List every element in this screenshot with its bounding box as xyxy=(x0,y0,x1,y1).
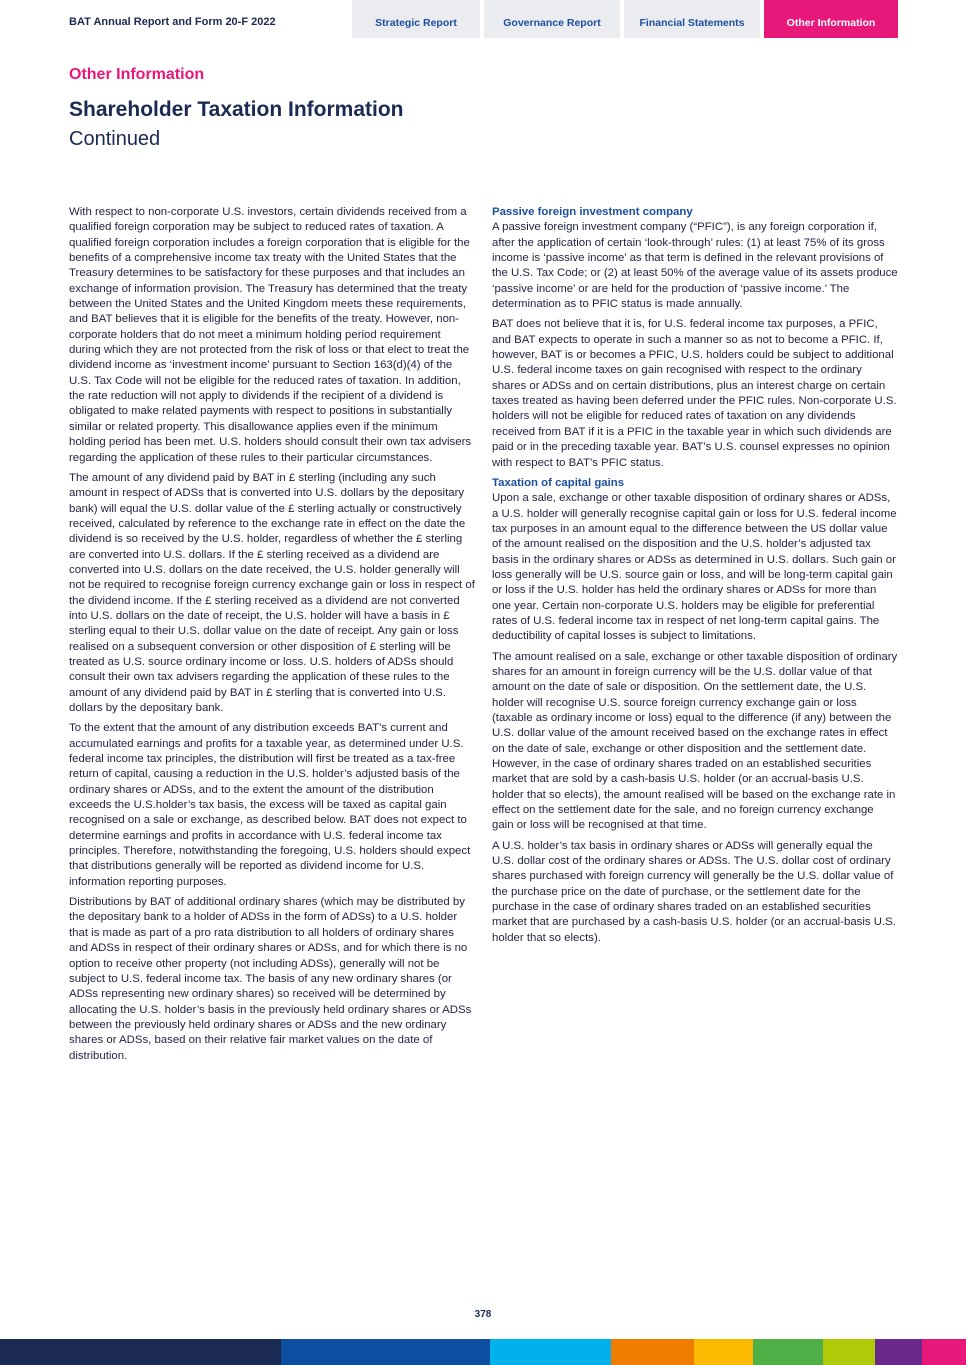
color-segment-yellow xyxy=(694,1339,753,1365)
paragraph-capital-gains: Upon a sale, exchange or other taxable disposition of ordinary shares or ADSs, a U.S. holder will generally recognise capital gain or loss for U.S. federal income tax purposes in an amount equal to the difference between the US dollar value of the amount realised on the disposition and the U.S. holder’s adjusted tax basis in the ordinary shares or ADSs as determined in U.S. dollars. Such gain or loss generally will be U.S. source gain or loss, and will be long-term capital gain or loss if the U.S. holder has held the ordinary shares or ADSs for more than one year. Certain non-corporate U.S. holders may be eligible for preferential rates of U.S. federal income tax in respect of net long-term capital gains. The deductibility of capital losses is subject to limitations. xyxy=(492,492,897,643)
paragraph-excess-distributions: To the extent that the amount of any distribution exceeds BAT’s current and accumulated earnings and profits for a taxable year, as determined under U.S. federal income tax principles, the distribution will first be treated as a tax-free return of capital, causing a reduction in the U.S. holder’s adjusted basis of the ordinary shares or ADSs, and to the extent the amount of the distribution exceeds the U.S.holder’s tax basis, the excess will be taxed as capital gain recognised on a sale or exchange, as described below. BAT does not expect to determine earnings and profits in accordance with U.S. federal income tax principles. Therefore, notwithstanding the foregoing, U.S. holders should expect that distributions generally will be reported as dividend income for U.S. information reporting purposes. xyxy=(69,722,471,888)
paragraph-qualified-dividends: With respect to non-corporate U.S. investors, certain dividends received from a qualified foreign corporation may be subject to reduced rates of taxation. A qualified foreign corporation includes a foreign corporation that is eligible for the benefits of a comprehensive income tax treaty with the United States that the Treasury determines to be satisfactory for these purposes and that includes an exchange of information provision. The Treasury has determined that the treaty between the United States and the United Kingdom meets these requirements, and BAT believes that it is eligible for the benefits of the treaty. However, non-corporate holders that do not meet a minimum holding period requirement during which they are not protected from the risk of loss or that elect to treat the dividend income as ‘investment income’ pursuant to Section 163(d)(4) of the U.S. Tax Code will not be eligible for the reduced rates of taxation. In addition, the rate reduction will not apply to dividends if the recipient of a dividend is obligated to make related payments with respect to positions in substantially similar or related property. This disallowance applies even if the minimum holding period has been met. U.S. holders should consult their own tax advisers regarding the application of these rules to their particular circumstances. xyxy=(69,206,472,464)
page-subtitle: Continued xyxy=(69,128,161,150)
page-title: Shareholder Taxation Information xyxy=(69,98,404,121)
color-segment-blue xyxy=(281,1339,490,1365)
left-column xyxy=(69,205,475,1069)
paragraph-pfic-definition: A passive foreign investment company (“PFIC”), is any foreign corporation if, after the application of certain ‘look-through’ rules: (1) at least 75% of its gross income is ‘passive income’ as that term is defined in the relevant provisions of the U.S. Tax Code; or (2) at least 50% of the average value of its assets produce ‘passive income’ or are held for the production of ‘passive income.’ The determination as to PFIC status is made annually. xyxy=(492,221,898,311)
report-title: BAT Annual Report and Form 20-F 2022 xyxy=(69,16,276,28)
tab-strategic-report[interactable]: Strategic Report xyxy=(352,0,480,38)
tab-governance-report[interactable]: Governance Report xyxy=(484,0,620,38)
paragraph-sterling-dividends: The amount of any dividend paid by BAT in £ sterling (including any such amount in respect of ADSs that is converted into U.S. dollars by the depositary bank) will equal the U.S. dollar value of the £ sterling actually or constructively received, calculated by reference to the exchange rate in effect on the date the dividend is so received by the U.S. holder, regardless of whether the £ sterling are converted into U.S. dollars. If the £ sterling received as a dividend are converted into U.S. dollars on the date received, the U.S. holder generally will not be required to recognise foreign currency exchange gain or loss in respect of the dividend income. If the £ sterling received as a dividend are not converted into U.S. dollars on the date of receipt, the U.S. holder will have a basis in £ sterling equal to their U.S. dollar value on the date of receipt. Any gain or loss realised on a subsequent conversion or other disposition of £ sterling will be treated as U.S. source ordinary income or loss. U.S. holders of ADSs should consult their own tax advisers regarding the application of these rules to the amount of any dividend paid by BAT in £ sterling that is converted into U.S. dollars by the depositary bank. xyxy=(69,471,475,714)
heading-pfic: Passive foreign investment company xyxy=(492,206,693,218)
color-segment-navy xyxy=(0,1339,281,1365)
color-segment-lime xyxy=(823,1339,875,1365)
footer-color-bar xyxy=(0,1339,966,1365)
color-segment-purple xyxy=(875,1339,922,1365)
section-tabs xyxy=(352,0,898,38)
color-segment-pink xyxy=(922,1339,966,1365)
paragraph-tax-basis: A U.S. holder’s tax basis in ordinary shares or ADSs will generally equal the U.S. dollar cost of the ordinary shares or ADSs. The U.S. dollar cost of ordinary shares purchased with foreign currency will generally be the U.S. dollar value of the purchase price on the date of purchase, or the settlement date for the purchase in the case of ordinary shares traded on an established securities market that are purchased by a cash-basis U.S. holder (or an accrual-basis U.S. holder that so elects). xyxy=(492,839,896,944)
paragraph-share-distributions: Distributions by BAT of additional ordinary shares (which may be distributed by the depositary bank to a holder of ADSs in the form of ADSs) to a U.S. holder that is made as part of a pro rata distribution to all holders of ordinary shares and ADSs in respect of their ordinary shares or ADSs, and for which there is no option to receive other property (not including ADSs), generally will not be subject to U.S. federal income tax. The basis of any new ordinary shares (or ADSs representing new ordinary shares) so received will be determined by allocating the U.S. holder’s basis in the previously held ordinary shares or ADSs between the previously held ordinary shares or ADSs and the new ordinary shares or ADSs, based on their relative fair market values on the date of distribution. xyxy=(69,896,472,1062)
right-column xyxy=(492,205,898,951)
tab-financial-statements[interactable]: Financial Statements xyxy=(624,0,760,38)
heading-capital-gains: Taxation of capital gains xyxy=(492,476,625,489)
page-number: 378 xyxy=(474,1309,492,1320)
color-segment-cyan xyxy=(490,1339,611,1365)
paragraph-amount-realised: The amount realised on a sale, exchange or other taxable disposition of ordinary shares for an amount in foreign currency will be the U.S. dollar value of that amount on the date of sale or disposition. On the settlement date, the U.S. holder will recognise U.S. source foreign currency exchange gain or loss (taxable as ordinary income or loss) equal to the difference (if any) between the U.S. dollar value of the amount received based on the exchange rates in effect on the date of sale, exchange or other disposition and the settlement date. However, in the case of ordinary shares traded on an established securities market that are sold by a cash-basis U.S. holder (or an accrual-basis U.S. holder that so elects), the amount realised will be based on the exchange rate in effect on the settlement date for the sale, and no foreign currency exchange gain or loss will be recognised at that time. xyxy=(492,650,898,832)
paragraph-pfic-status: BAT does not believe that it is, for U.S. federal income tax purposes, a PFIC, and BAT expects to operate in such a manner so as not to become a PFIC. If, however, BAT is or becomes a PFIC, U.S. holders could be subject to additional U.S. federal income taxes on gain recognised with respect to the ordinary shares or ADSs and on certain distributions, plus an interest charge on certain taxes treated as having been deferred under the PFIC rules. Non-corporate U.S. holders will not be eligible for reduced rates of taxation on any dividends received from BAT if it is a PFIC in the taxable year in which such dividends are paid or in the preceding taxable year. BAT’s U.S. counsel expresses no opinion with respect to BAT’s PFIC status. xyxy=(492,318,897,469)
section-label: Other Information xyxy=(69,66,205,83)
color-segment-orange xyxy=(611,1339,694,1365)
top-navigation xyxy=(0,0,966,38)
color-segment-green xyxy=(753,1339,823,1365)
tab-other-information[interactable]: Other Information xyxy=(764,0,898,38)
